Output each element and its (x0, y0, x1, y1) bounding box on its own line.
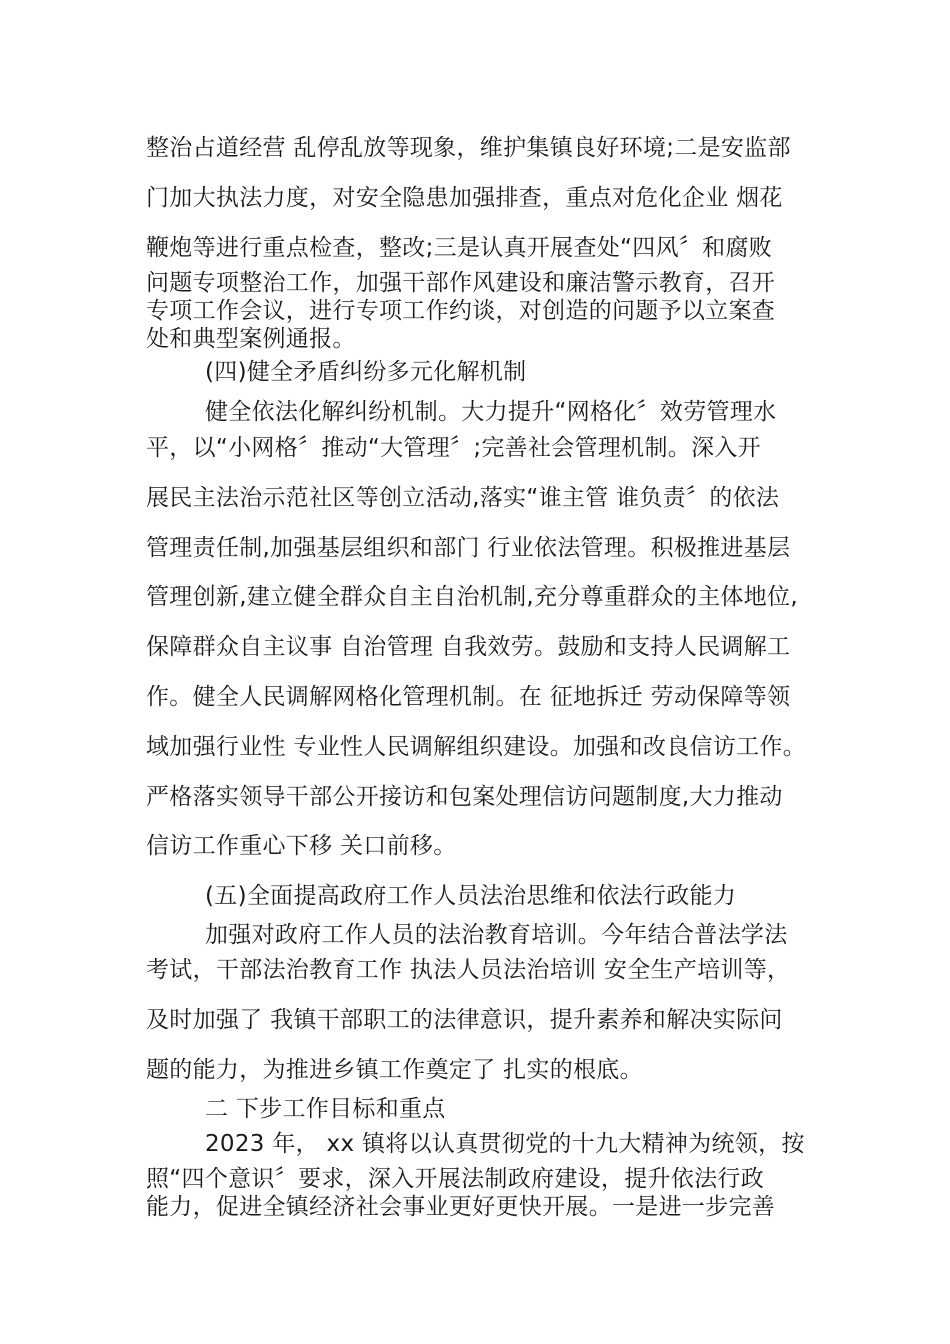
paragraph-first-line: 2023 年， xx 镇将以认真贯彻党的十九大精神为统领，按 (205, 1131, 805, 1157)
body-text-line: 管理责任制,加强基层组织和部门 行业依法管理。积极推进基层 (146, 535, 791, 561)
body-text-line: 照“四个意识〞要求，深入开展法制政府建设，提升依法行政 (146, 1166, 765, 1192)
body-text-line: 严格落实领导干部公开接访和包案处理信访问题制度,大力推动 (146, 784, 783, 810)
body-text-line: 域加强行业性 专业性人民调解组织建设。加强和改良信访工作。 (146, 734, 807, 760)
body-text-line: 保障群众自主议事 自治管理 自我效劳。鼓励和支持人民调解工 (146, 634, 791, 660)
body-text-line: 专项工作会议，进行专项工作约谈，对创造的问题予以立案查 (146, 298, 776, 324)
paragraph-first-line: 加强对政府工作人员的法治教育培训。今年结合普法学法 (205, 922, 788, 948)
section-heading: (四)健全矛盾纠纷多元化解机制 (205, 359, 527, 385)
body-text-line: 题的能力，为推进乡镇工作奠定了 扎实的根底。 (146, 1057, 643, 1083)
body-text-line: 门加大执法力度，对安全隐患加强排查，重点对危化企业 烟花 (146, 185, 783, 211)
body-text-line: 整治占道经营 乱停乱放等现象，维护集镇良好环境;二是安监部 (146, 135, 791, 161)
body-text-line: 鞭炮等进行重点检查，整改;三是认真开展查处“四风〞和腐败 (146, 235, 773, 261)
body-text-line: 处和典型案例通报。 (146, 326, 356, 352)
section-heading: 二 下步工作目标和重点 (205, 1096, 446, 1122)
body-text-line: 及时加强了 我镇干部职工的法律意识，提升素养和解决实际问 (146, 1007, 783, 1033)
body-text-line: 管理创新,建立健全群众自主自治机制,充分尊重群众的主体地位, (146, 584, 798, 610)
body-text-line: 平，以“小网格〞推动“大管理〞;完善社会管理机制。深入开 (146, 435, 761, 461)
body-text-line: 考试，干部法治教育工作 执法人员法治培训 安全生产培训等， (146, 957, 791, 983)
body-text-line: 问题专项整治工作，加强干部作风建设和廉洁警示教育，召开 (146, 270, 776, 296)
body-text-line: 作。健全人民调解网格化管理机制。在 征地拆迁 劳动保障等领 (146, 684, 791, 710)
body-text-line: 能力，促进全镇经济社会事业更好更快开展。一是进一步完善 (146, 1194, 776, 1220)
paragraph-first-line: 健全依法化解纠纷机制。大力提升“网格化〞效劳管理水 (205, 399, 777, 425)
body-text-line: 信访工作重心下移 关口前移。 (146, 833, 457, 859)
body-text-line: 展民主法治示范社区等创立活动,落实“谁主管 谁负责〞的依法 (146, 485, 780, 511)
section-heading: (五)全面提高政府工作人员法治思维和依法行政能力 (205, 883, 737, 909)
